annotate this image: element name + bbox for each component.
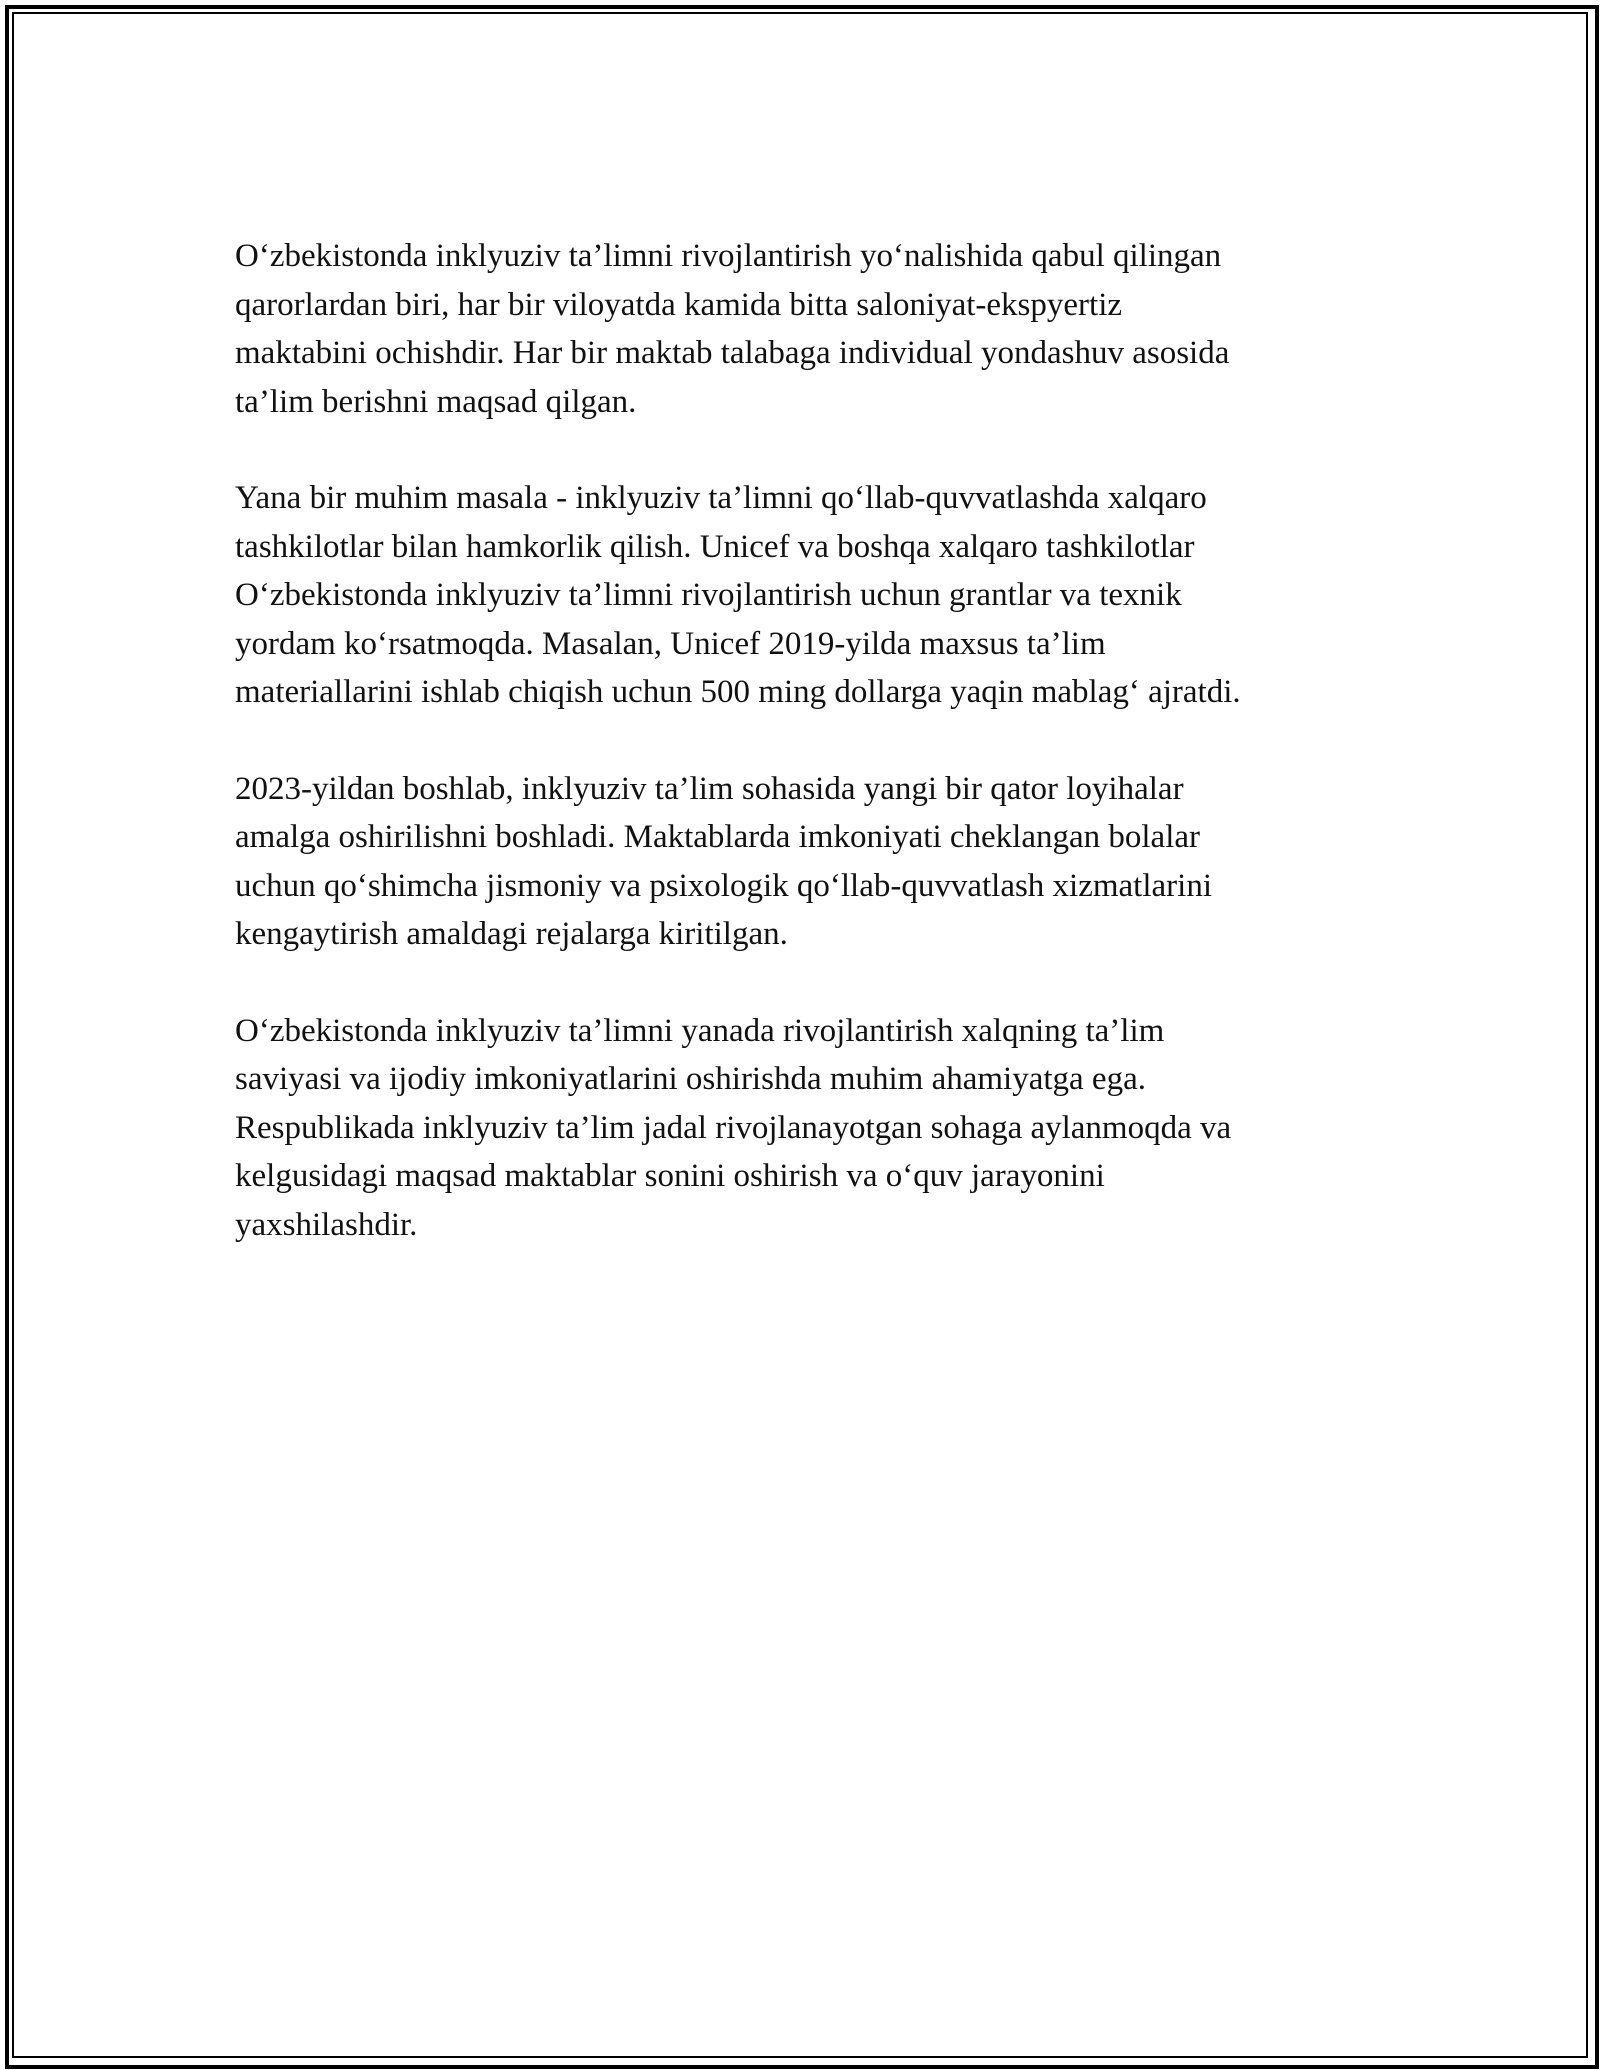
text-line: materiallarini ishlab chiqish uchun 500 ming dollarga yaqin mablag‘ ajratdi. [235,674,1241,710]
text-line: qarorlardan biri, har bir viloyatda kamida bitta saloniyat-ekspyertiz [235,286,1123,323]
paragraph-4 [235,1007,1375,1250]
text-line: kengaytirish amaldagi rejalarga kiritilgan. [235,916,788,952]
paragraph-1 [235,232,1375,426]
text-line: 2023-yildan boshlab, inklyuziv ta’lim sohasida yangi bir qator loyihalar [235,770,1184,807]
text-line: yordam ko‘rsatmoqda. Masalan, Unicef 2019-yilda maxsus ta’lim [235,625,1106,662]
text-line: Respublikada inklyuziv ta’lim jadal rivojlanayotgan sohaga aylanmoqda va [235,1109,1232,1146]
text-line: yaxshilashdir. [235,1206,418,1243]
text-line: ta’lim berishni maqsad qilgan. [235,383,637,420]
text-line: saviyasi va ijodiy imkoniyatlarini oshirishda muhim ahamiyatga ega. [235,1061,1146,1097]
text-line: O‘zbekistonda inklyuziv ta’limni rivojlantirish yo‘nalishida qabul qilingan [235,238,1222,274]
text-line: O‘zbekistonda inklyuziv ta’limni rivojlantirish uchun grantlar va texnik [235,577,1182,613]
text-line: maktabini ochishdir. Har bir maktab talabaga individual yondashuv asosida [235,335,1230,371]
paragraph-2 [235,474,1375,717]
document-body [235,232,1375,1297]
text-line: Yana bir muhim masala - inklyuziv ta’limni qo‘llab-quvvatlashda xalqaro [235,480,1207,516]
text-line: uchun qo‘shimcha jismoniy va psixologik qo‘llab-quvvatlash xizmatlarini [235,867,1212,904]
text-line: kelgusidagi maqsad maktablar sonini oshirish va o‘quv jarayonini [235,1158,1105,1194]
text-line: O‘zbekistonda inklyuziv ta’limni yanada rivojlantirish xalqning ta’lim [235,1012,1165,1049]
text-line: tashkilotlar bilan hamkorlik qilish. Unicef va boshqa xalqaro tashkilotlar [235,528,1195,565]
text-line: amalga oshirilishni boshladi. Maktablarda imkoniyati cheklangan bolalar [235,819,1200,855]
paragraph-3 [235,765,1375,959]
